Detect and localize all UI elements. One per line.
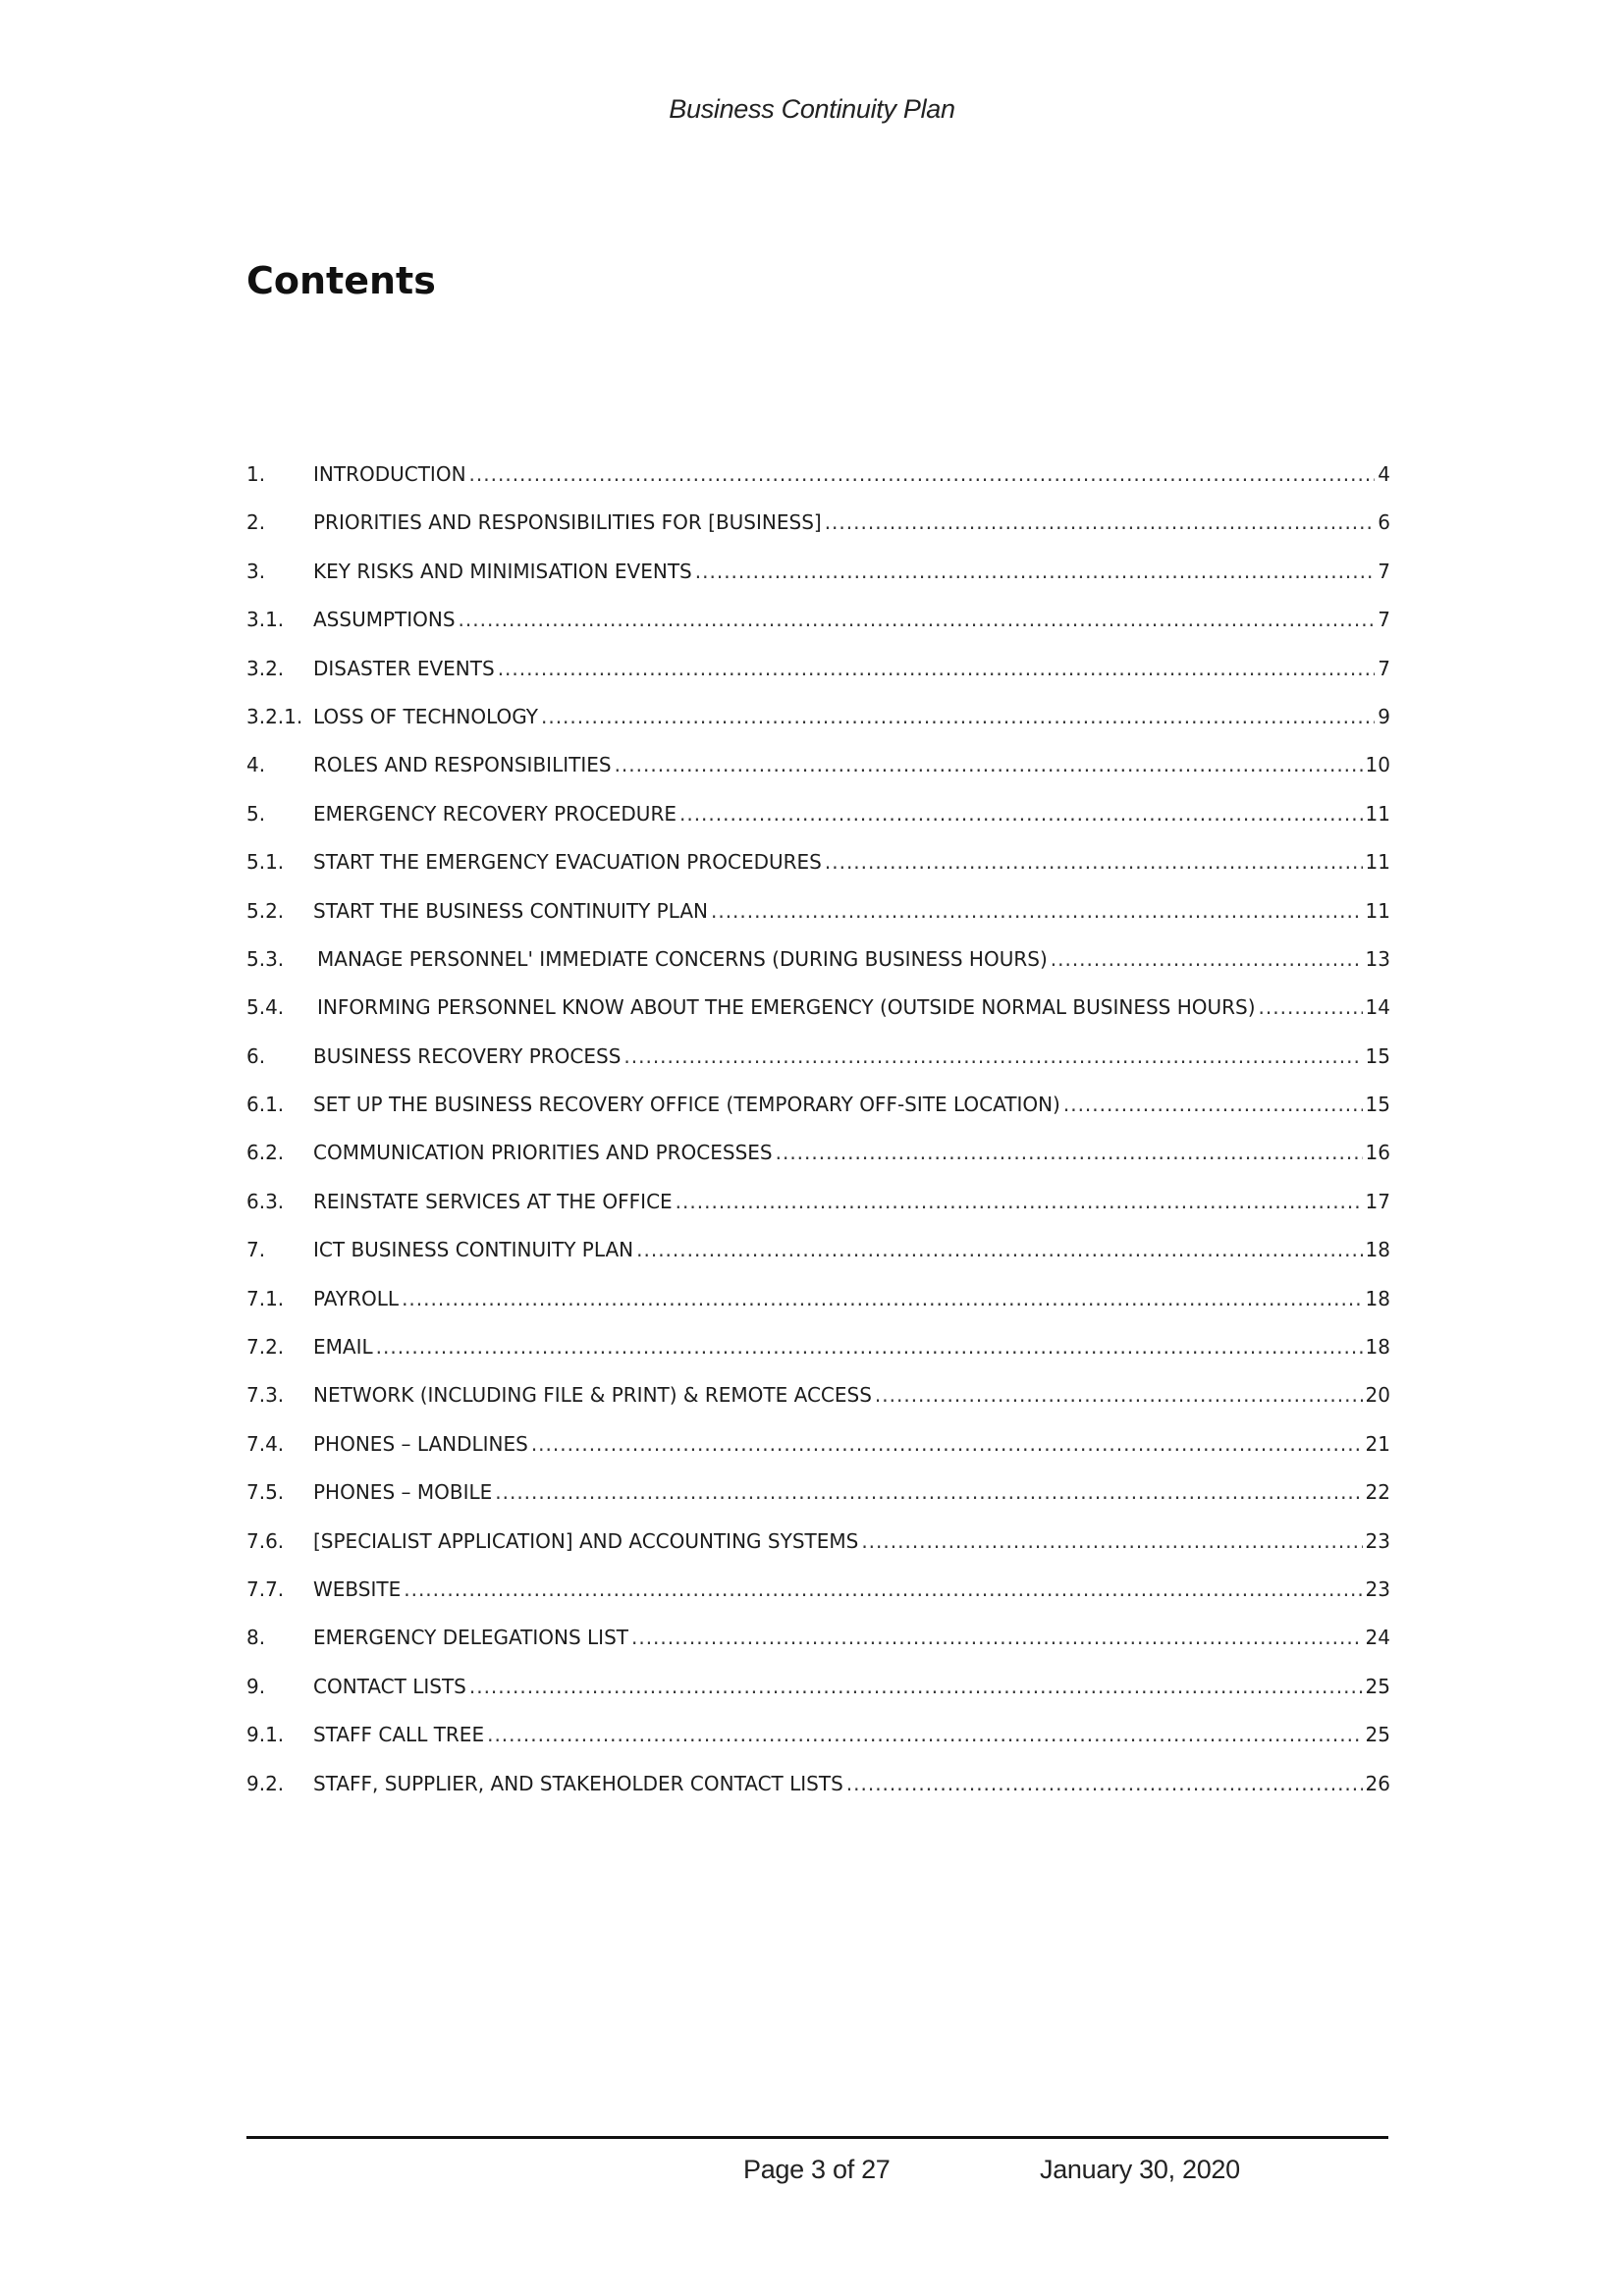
toc-entry-page: 18 [1365,1335,1390,1360]
toc-entry[interactable] [246,462,1390,510]
toc-dot-leader [1063,1093,1363,1116]
toc-entry-title: PRIORITIES AND RESPONSIBILITIES FOR [BUSINESS] [313,510,822,535]
toc-entry-title: EMERGENCY RECOVERY PROCEDURE [313,801,677,826]
toc-entry[interactable] [246,899,1390,947]
toc-dot-leader [861,1529,1362,1553]
toc-entry-page: 25 [1365,1674,1390,1698]
toc-entry-number: 7.2. [246,1335,285,1360]
toc-entry-number: 9.1. [246,1723,285,1747]
toc-entry[interactable] [246,560,1390,608]
toc-entry-page: 17 [1365,1189,1390,1213]
toc-entry-number: 5.3. [246,946,285,971]
toc-dot-leader [531,1432,1363,1456]
footer-page-number: Page 3 of 27 [743,2155,891,2184]
toc-entry-number: 7.4. [246,1431,285,1456]
toc-entry[interactable] [246,802,1390,850]
toc-entry-page: 18 [1365,1286,1390,1310]
toc-entry-page: 26 [1365,1771,1390,1795]
toc-entry-title: INFORMING PERSONNEL KNOW ABOUT THE EMERGENCY (OUTSIDE NORMAL BUSINESS HOURS) [317,995,1256,1020]
toc-entry[interactable] [246,1772,1390,1820]
toc-entry-title: ROLES AND RESPONSIBILITIES [313,753,612,777]
toc-dot-leader [776,1141,1363,1164]
toc-entry-title: MANAGE PERSONNEL' IMMEDIATE CONCERNS (DURING BUSINESS HOURS) [317,946,1048,971]
toc-dot-leader [469,1675,1363,1698]
toc-entry[interactable] [246,995,1390,1043]
toc-entry[interactable] [246,1093,1390,1141]
toc-entry-title: EMAIL [313,1335,373,1360]
toc-entry-number: 6.2. [246,1141,285,1165]
toc-dot-leader [711,899,1363,923]
toc-entry[interactable] [246,1335,1390,1383]
toc-dot-leader [846,1772,1363,1795]
toc-dot-leader [402,1287,1362,1310]
toc-entry[interactable] [246,1432,1390,1480]
toc-entry-number: 6.1. [246,1093,285,1117]
toc-entry[interactable] [246,705,1390,753]
toc-entry-title: EMERGENCY DELEGATIONS LIST [313,1626,628,1650]
toc-entry[interactable] [246,753,1390,801]
toc-entry-number: 6. [246,1043,266,1068]
toc-entry[interactable] [246,1577,1390,1626]
toc-entry-number: 5.2. [246,898,285,923]
toc-dot-leader [631,1626,1363,1649]
toc-entry-title: BUSINESS RECOVERY PROCESS [313,1043,622,1068]
toc-entry-page: 7 [1378,608,1390,632]
toc-entry-page: 7 [1378,559,1390,583]
toc-entry-title: START THE BUSINESS CONTINUITY PLAN [313,898,708,923]
toc-dot-leader [459,608,1376,631]
toc-dot-leader [825,850,1363,874]
toc-entry-page: 20 [1365,1383,1390,1408]
toc-entry[interactable] [246,1723,1390,1771]
toc-entry[interactable] [246,1190,1390,1238]
toc-dot-leader [469,462,1376,486]
toc-entry-page: 11 [1365,850,1390,875]
toc-entry-page: 4 [1378,462,1390,486]
toc-entry-title: INTRODUCTION [313,462,466,486]
footer-divider [246,2136,1388,2139]
toc-entry[interactable] [246,1287,1390,1335]
toc-entry-title: ICT BUSINESS CONTINUITY PLAN [313,1238,634,1262]
toc-dot-leader [1259,995,1363,1019]
toc-entry-number: 4. [246,753,266,777]
toc-dot-leader [404,1577,1362,1601]
toc-entry-page: 25 [1365,1723,1390,1747]
toc-entry-page: 22 [1365,1480,1390,1505]
toc-entry-number: 3. [246,559,266,583]
toc-entry-number: 8. [246,1626,266,1650]
toc-entry-title: KEY RISKS AND MINIMISATION EVENTS [313,559,692,583]
toc-entry-title: WEBSITE [313,1576,402,1601]
toc-entry-title: SET UP THE BUSINESS RECOVERY OFFICE (TEMPORARY OFF-SITE LOCATION) [313,1093,1060,1117]
toc-dot-leader [541,705,1375,728]
toc-dot-leader [623,1044,1362,1068]
toc-dot-leader [825,510,1376,534]
toc-dot-leader [498,657,1376,680]
toc-dot-leader [376,1335,1363,1359]
toc-dot-leader [1051,947,1363,971]
toc-entry-title: REINSTATE SERVICES AT THE OFFICE [313,1189,673,1213]
toc-entry-number: 7.3. [246,1383,285,1408]
toc-entry-page: 7 [1378,656,1390,680]
table-of-contents [246,462,1390,1820]
toc-dot-leader [487,1723,1362,1746]
toc-entry[interactable] [246,1383,1390,1431]
toc-dot-leader [676,1190,1363,1213]
toc-entry-number: 1. [246,462,266,486]
toc-entry-number: 5.1. [246,850,285,875]
toc-entry-number: 7.5. [246,1480,285,1505]
toc-entry-page: 16 [1365,1141,1390,1165]
toc-entry[interactable] [246,1480,1390,1528]
toc-entry-title: DISASTER EVENTS [313,656,495,680]
toc-entry-number: 3.2. [246,656,285,680]
toc-entry[interactable] [246,1675,1390,1723]
toc-dot-leader [695,560,1376,583]
toc-entry-number: 5.4. [246,995,285,1020]
toc-entry-page: 23 [1365,1576,1390,1601]
toc-entry-title: [SPECIALIST APPLICATION] AND ACCOUNTING SYSTEMS [313,1528,859,1553]
toc-entry-number: 3.1. [246,608,285,632]
toc-dot-leader [636,1238,1362,1261]
toc-entry-title: COMMUNICATION PRIORITIES AND PROCESSES [313,1141,773,1165]
toc-entry-number: 3.2.1. [246,704,303,728]
toc-entry-title: STAFF, SUPPLIER, AND STAKEHOLDER CONTACT LISTS [313,1771,843,1795]
toc-entry-page: 24 [1365,1626,1390,1650]
toc-entry-title: START THE EMERGENCY EVACUATION PROCEDURES [313,850,822,875]
toc-entry-number: 2. [246,510,266,535]
toc-entry-page: 9 [1378,704,1390,728]
toc-entry-title: PHONES – MOBILE [313,1480,493,1505]
footer-date: January 30, 2020 [1040,2155,1240,2184]
toc-entry-number: 6.3. [246,1189,285,1213]
toc-entry[interactable] [246,1529,1390,1577]
toc-entry-page: 11 [1365,801,1390,826]
toc-entry-title: ASSUMPTIONS [313,608,456,632]
toc-entry-page: 15 [1365,1093,1390,1117]
toc-entry-number: 7.1. [246,1286,285,1310]
toc-entry[interactable] [246,1626,1390,1674]
toc-entry-title: PHONES – LANDLINES [313,1431,528,1456]
toc-entry[interactable] [246,1238,1390,1286]
toc-entry-page: 21 [1365,1431,1390,1456]
toc-dot-leader [495,1480,1362,1504]
toc-entry-page: 15 [1365,1043,1390,1068]
toc-entry-page: 18 [1365,1238,1390,1262]
toc-entry-page: 6 [1378,510,1390,535]
toc-dot-leader [615,753,1363,776]
toc-dot-leader [875,1383,1363,1407]
toc-entry-title: NETWORK (INCLUDING FILE & PRINT) & REMOTE ACCESS [313,1383,872,1408]
toc-entry[interactable] [246,608,1390,656]
toc-entry-number: 7.6. [246,1528,285,1553]
toc-entry[interactable] [246,510,1390,559]
toc-entry-page: 13 [1365,946,1390,971]
toc-entry-number: 9. [246,1674,266,1698]
toc-entry-page: 14 [1365,995,1390,1020]
toc-entry-number: 7.7. [246,1576,285,1601]
toc-entry-page: 11 [1365,898,1390,923]
toc-entry-title: CONTACT LISTS [313,1674,466,1698]
toc-entry-title: STAFF CALL TREE [313,1723,485,1747]
toc-entry-number: 7. [246,1238,266,1262]
toc-entry[interactable] [246,657,1390,705]
toc-entry-number: 5. [246,801,266,826]
toc-entry-title: PAYROLL [313,1286,400,1310]
toc-dot-leader [679,802,1363,826]
toc-entry[interactable] [246,947,1390,995]
page-title: Contents [246,259,436,302]
toc-entry-page: 10 [1365,753,1390,777]
toc-entry-title: LOSS OF TECHNOLOGY [313,704,538,728]
toc-entry-number: 9.2. [246,1771,285,1795]
toc-entry[interactable] [246,1141,1390,1189]
running-header: Business Continuity Plan [669,94,955,124]
toc-entry[interactable] [246,850,1390,898]
toc-entry[interactable] [246,1044,1390,1093]
toc-entry-page: 23 [1365,1528,1390,1553]
